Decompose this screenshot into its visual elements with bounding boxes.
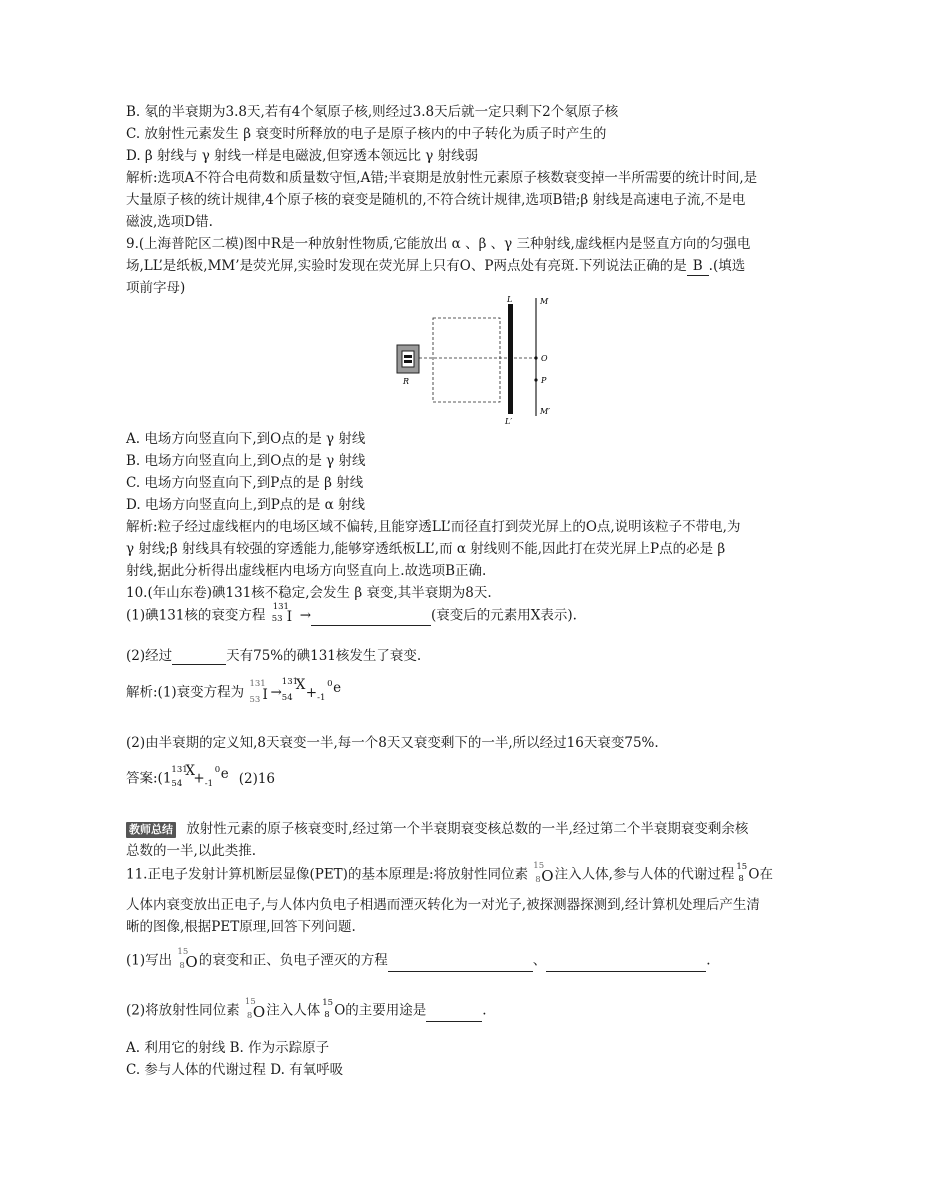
label-p: P — [541, 376, 547, 385]
apparatus-figure — [390, 292, 575, 428]
point-p — [534, 378, 537, 381]
solution-10-line-2: (2)由半衰期的定义知,8天衰变一半,每一个8天又衰变剩下的一半,所以经过16天衰变75%. — [126, 735, 659, 751]
question-9-line-1: 9.(上海普陀区二模)图中R是一种放射性物质,它能放出 α 、β 、γ 三种射线,虚线框内是竖直方向的匀强电 — [126, 236, 751, 252]
question-9-line-2 — [126, 257, 745, 276]
analysis-9-line-2: γ 射线;β 射线具有较强的穿透能力,能够穿透纸板LL’,而 α 射线则不能,因此打在荧光屏上P点的必是 β — [126, 541, 726, 557]
main-use-blank — [426, 1007, 482, 1022]
option-b-line: B. 氡的半衰期为3.8天,若有4个氡原子核,则经过3.8天后就一定只剩下2个氡原子核 — [126, 104, 619, 120]
teacher-summary-line-2: 总数的一半,以此类推. — [126, 843, 257, 859]
option-c-9: C. 电场方向竖直向下,到P点的是 β 射线 — [126, 475, 364, 491]
decay-equation-blank-1 — [388, 957, 533, 972]
analysis-line-2: 大量原子核的统计规律,4个原子核的衰变是随机的,不符合统计规律,选项B错;β 射线是高速电子流,不是电 — [126, 192, 746, 208]
days-blank — [172, 650, 226, 665]
decay-equation-blank — [311, 611, 431, 626]
question-9-text: 场,LL’是纸板,MM’是荧光屏,实验时发现在荧光屏上只有O、P两点处有亮斑.下列说法正确的是 — [126, 258, 687, 274]
analysis-line-1: 解析:选项A不符合电荷数和质量数守恒,A错;半衰期是放射性元素原子核数衰变掉一半所需要的统计时间,是 — [126, 170, 758, 186]
option-c-line: C. 放射性元素发生 β 衰变时所释放的电子是原子核内的中子转化为质子时产生的 — [126, 126, 607, 142]
option-b-9: B. 电场方向竖直向上,到O点的是 γ 射线 — [126, 453, 366, 469]
option-a-9: A. 电场方向竖直向下,到O点的是 γ 射线 — [126, 431, 366, 447]
question-10-line: 10.(年山东卷)碘131核不稳定,会发生 β 衰变,其半衰期为8天. — [126, 585, 492, 601]
label-o: O — [541, 354, 548, 363]
solution-10-line-1: 解析:(1)衰变方程为 131 53 I → 131 54 X + 0 -1 e — [126, 677, 342, 705]
label-l-prime: L′ — [505, 417, 513, 426]
annihilation-equation-blank — [546, 957, 706, 972]
question-11-part-1: (1)写出 15 8 O 的衰变和正、负电子湮灭的方程 、 . — [126, 947, 711, 971]
question-9-line-3: 项前字母) — [126, 280, 186, 296]
label-m: M — [540, 297, 549, 306]
question-11-options-1: A. 利用它的射线 B. 作为示踪原子 — [126, 1040, 330, 1056]
answer-10-line: 答案:(1 131 54 X + 0 -1 e (2)16 — [126, 763, 276, 789]
field-region — [433, 318, 500, 402]
iodine-nuclide: 131 53 I — [271, 602, 293, 625]
question-9-text-end: .(填选 — [708, 258, 746, 274]
question-11-line-2: 人体内衰变放出正电子,与人体内负电子相遇而湮灭转化为一对光子,被探测器探测到,经计算机处理后产生清 — [126, 897, 760, 913]
question-9-answer-blank: B — [687, 257, 709, 276]
teacher-summary-line-1: 教师总结 放射性元素的原子核衰变时,经过第一个半衰期衰变核总数的一半,经过第二个半衰期衰变剩余核 — [126, 820, 748, 838]
question-10-part-1: (1)碘131核的衰变方程 131 53 I → (衰变后的元素用X表示). — [126, 602, 577, 625]
label-m-prime: M′ — [540, 407, 551, 416]
question-11-line-1: 11.正电子发射计算机断层显像(PET)的基本原理是:将放射性同位素 15 8 O 注入人体,参与人体的代谢过程 15 8 O在 — [126, 861, 773, 885]
label-r: R — [403, 377, 410, 386]
analysis-9-line-1: 解析:粒子经过虚线框内的电场区域不偏转,且能穿透LL’而径直打到荧光屏上的O点,说明该粒子不带电,为 — [126, 519, 741, 535]
label-l: L — [507, 295, 513, 304]
option-d-line: D. β 射线与 γ 射线一样是电磁波,但穿透本领远比 γ 射线弱 — [126, 148, 479, 164]
question-11-line-3: 晰的图像,根据PET原理,回答下列问题. — [126, 919, 356, 935]
teacher-summary-tag: 教师总结 — [126, 822, 176, 838]
analysis-line-3: 磁波,选项D错. — [126, 214, 213, 230]
question-10-part-2: (2)经过 天有75%的碘131核发生了衰变. — [126, 648, 422, 664]
question-11-part-2: (2)将放射性同位素 15 8 O 注入人体 15 8 O的主要用途是 . — [126, 997, 487, 1021]
point-o — [534, 356, 537, 359]
option-d-9: D. 电场方向竖直向上,到P点的是 α 射线 — [126, 497, 365, 513]
paper-board-ll — [508, 304, 513, 414]
question-11-options-2: C. 参与人体的代谢过程 D. 有氧呼吸 — [126, 1062, 344, 1078]
analysis-9-line-3: 射线,据此分析得出虚线框内电场方向竖直向上.故选项B正确. — [126, 563, 487, 579]
